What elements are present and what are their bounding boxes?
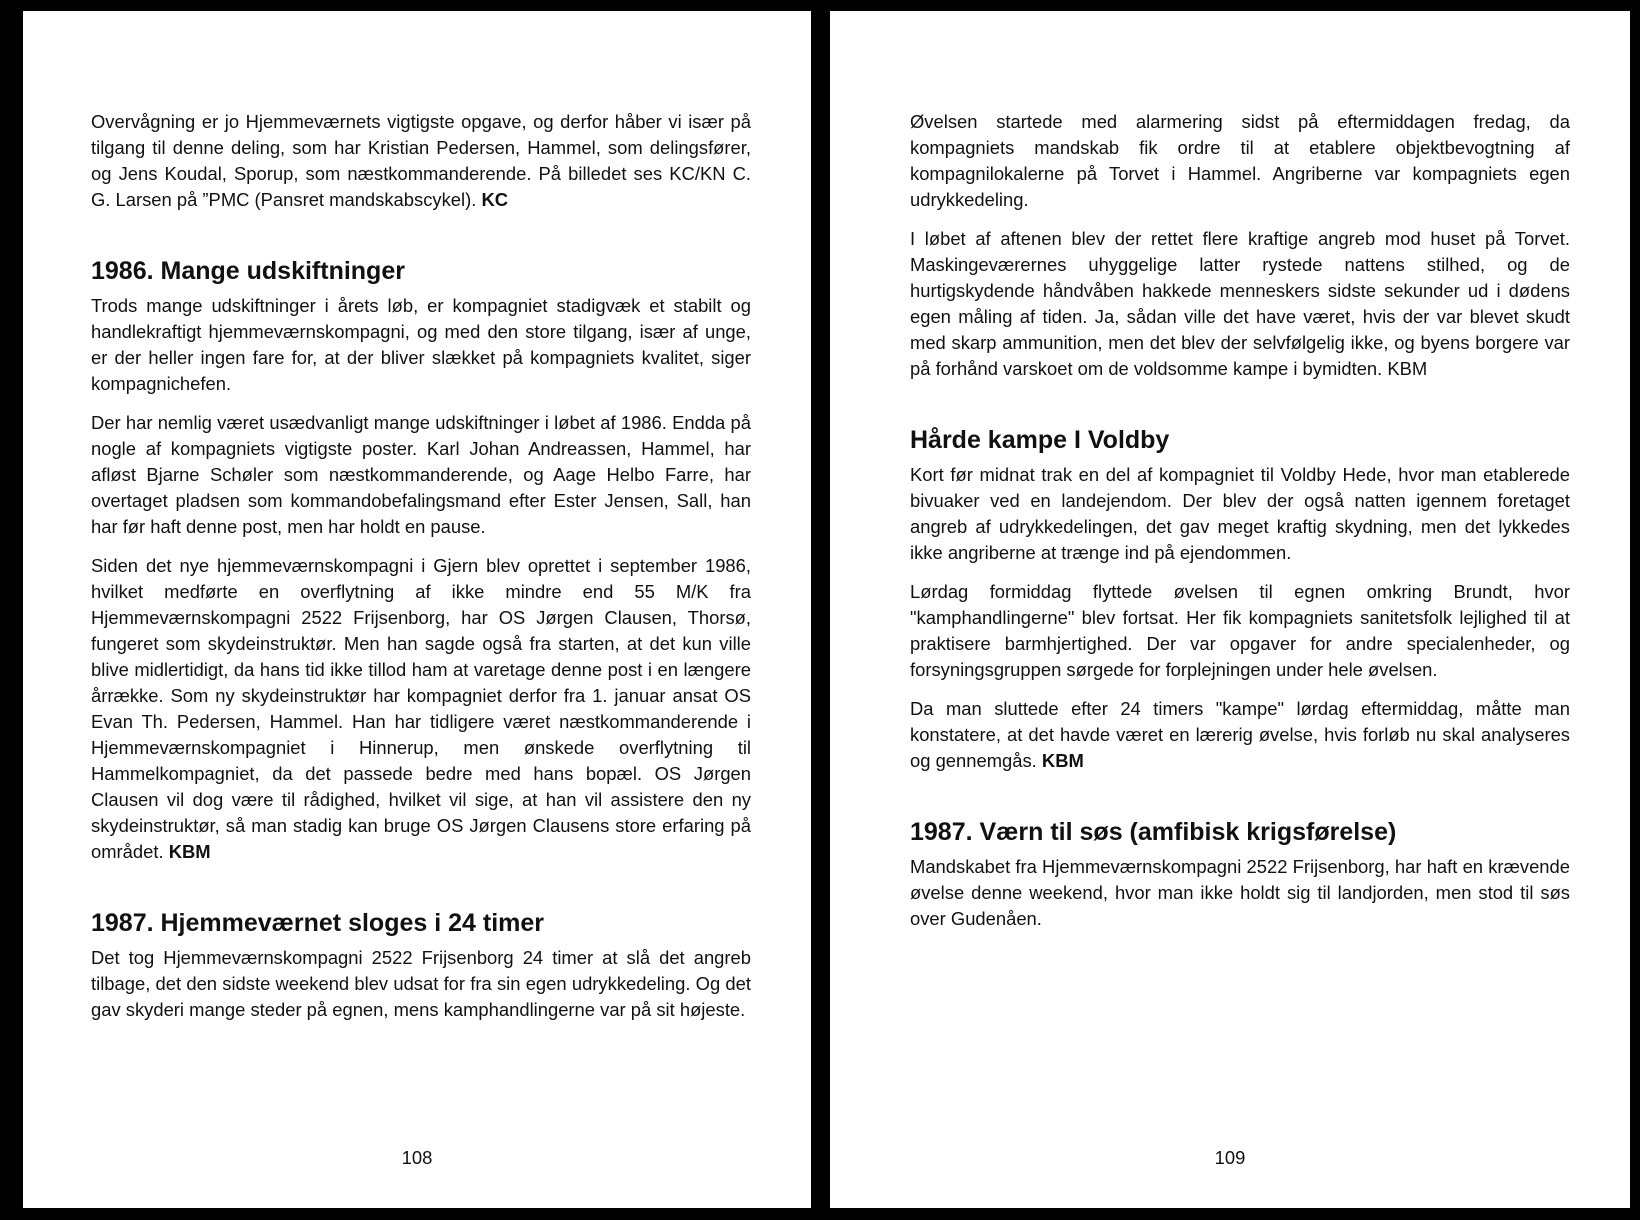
- paragraph-text: Kort før midnat trak en del af kompagniet til Voldby Hede, hvor man etablerede bivuaker ved en landejendom. Der blev der også natten igennem foretaget angreb af udrykkedelingen, det gav meget kraftig skydning, men det lykkedes ikke angriberne at trænge ind på ejendommen.: [910, 464, 1570, 563]
- paragraph-text: Overvågning er jo Hjemmeværnets vigtigste opgave, og derfor håber vi især på tilgang til denne deling, som har Kristian Pedersen, Hammel, som delingsfører, og Jens Koudal, Sporup, som næstkommanderende. På billedet ses KC/KN C. G. Larsen på ”PMC (Pansret mandskabscykel).: [91, 111, 751, 210]
- paragraph: [910, 226, 1570, 382]
- paragraph-text: Da man sluttede efter 24 timers "kampe" lørdag eftermiddag, måtte man konstatere, at det havde været en lærerig øvelse, hvis forløb nu skal analyseres og gennemgås.: [910, 698, 1570, 771]
- author-signature: KC: [481, 189, 509, 210]
- right-page: [830, 11, 1630, 1208]
- paragraph: [91, 410, 751, 540]
- paragraph-text: Det tog Hjemmeværnskompagni 2522 Frijsenborg 24 timer at slå det angreb tilbage, det den sidste weekend blev udsat for fra sin egen udrykkedeling. Og det gav skyderi mange steder på egnen, mens kamphandlingerne var på sit højeste.: [91, 947, 751, 1020]
- paragraph: [91, 945, 751, 1023]
- paragraph: [910, 854, 1570, 932]
- author-signature: KBM: [168, 841, 211, 862]
- paragraph: [91, 293, 751, 397]
- paragraph-text: Siden det nye hjemmeværnskompagni i Gjern blev oprettet i september 1986, hvilket medførte en overflytning af ikke mindre end 55 M/K fra Hjemmeværnskompagni 2522 Frijsenborg, har OS Jørgen Clausen, Thorsø, fungeret som skydeinstruktør. Men han sagde også fra starten, at det kun ville blive midlertidigt, da hans tid ikke tillod ham at varetage denne post i en længere årrække. Som ny skydeinstruktør har kompagniet derfor fra 1. januar ansat OS Evan Th. Pedersen, Hammel. Han har tidligere været næstkommanderende i Hjemmeværnskompagniet i Hinnerup, men ønskede overflytning til Hammelkompagniet, da det passede bedre med hans bopæl. OS Jørgen Clausen vil dog være til rådighed, hvilket vil sige, at han vil assistere den ny skydeinstruktør, så man stadig kan bruge OS Jørgen Clausens store erfaring på området.: [91, 555, 751, 862]
- right-page-content: [910, 109, 1570, 945]
- section-heading: 1987. Værn til søs (amfibisk krigsførelse): [910, 818, 1397, 846]
- left-page-content: [91, 109, 751, 1036]
- paragraph: [910, 109, 1570, 213]
- paragraph-text: Øvelsen startede med alarmering sidst på eftermiddagen fredag, da kompagniets mandskab fik ordre til at etablere objektbevogtning af kompagnilokalerne på Torvet i Hammel. Angriberne var kompagniets egen udrykkedeling.: [910, 111, 1570, 210]
- paragraph: [91, 553, 751, 865]
- section-heading: Hårde kampe I Voldby: [910, 426, 1170, 454]
- paragraph-text: Der har nemlig været usædvanligt mange udskiftninger i løbet af 1986. Endda på nogle af kompagniets vigtigste poster. Karl Johan Andreassen, Hammel, har afløst Bjarne Schøler som næstkommanderende, og Aage Helbo Farre, har overtaget pladsen som kommandobefalingsmand efter Ester Jensen, Sall, han har før haft denne post, men har holdt en pause.: [91, 412, 751, 537]
- paragraph-text: Lørdag formiddag flyttede øvelsen til egnen omkring Brundt, hvor "kamphandlingerne" blev fortsat. Her fik kompagniets sanitetsfolk lejlighed til at praktisere barmhjertighed. Der var opgaver for andre specialenheder, og forsyningsgruppen sørgede for forplejningen under hele øvelsen.: [910, 581, 1570, 680]
- section-heading: 1987. Hjemmeværnet sloges i 24 timer: [91, 909, 545, 937]
- page-number: 109: [1214, 1147, 1246, 1168]
- left-page: [23, 11, 811, 1208]
- page-number: 108: [401, 1147, 433, 1168]
- paragraph: [91, 109, 751, 213]
- section-heading: 1986. Mange udskiftninger: [91, 257, 405, 285]
- paragraph: [910, 462, 1570, 566]
- author-signature: KBM: [1041, 750, 1084, 771]
- paragraph-text: Trods mange udskiftninger i årets løb, er kompagniet stadigvæk et stabilt og handlekraftigt hjemmeværnskompagni, og med den store tilgang, især af unge, er der heller ingen fare for, at der bliver slækket på kompagniets kvalitet, siger kompagnichefen.: [91, 295, 751, 394]
- paragraph: [910, 579, 1570, 683]
- paragraph-text: I løbet af aftenen blev der rettet flere kraftige angreb mod huset på Torvet. Maskingeværernes uhyggelige latter rystede nattens stilhed, og de hurtigskydende håndvåben hakkede menneskers sidste sekunder ud i dødens egen måling af tiden. Ja, sådan ville det have været, hvis der var blevet skudt med skarp ammunition, men det blev der selvfølgelig ikke, og byens borgere var på forhånd varskoet om de voldsomme kampe i bymidten. KBM: [910, 228, 1570, 379]
- paragraph: [910, 696, 1570, 774]
- paragraph-text: Mandskabet fra Hjemmeværnskompagni 2522 Frijsenborg, har haft en krævende øvelse denne weekend, hvor man ikke holdt sig til landjorden, men stod til søs over Gudenåen.: [910, 856, 1570, 929]
